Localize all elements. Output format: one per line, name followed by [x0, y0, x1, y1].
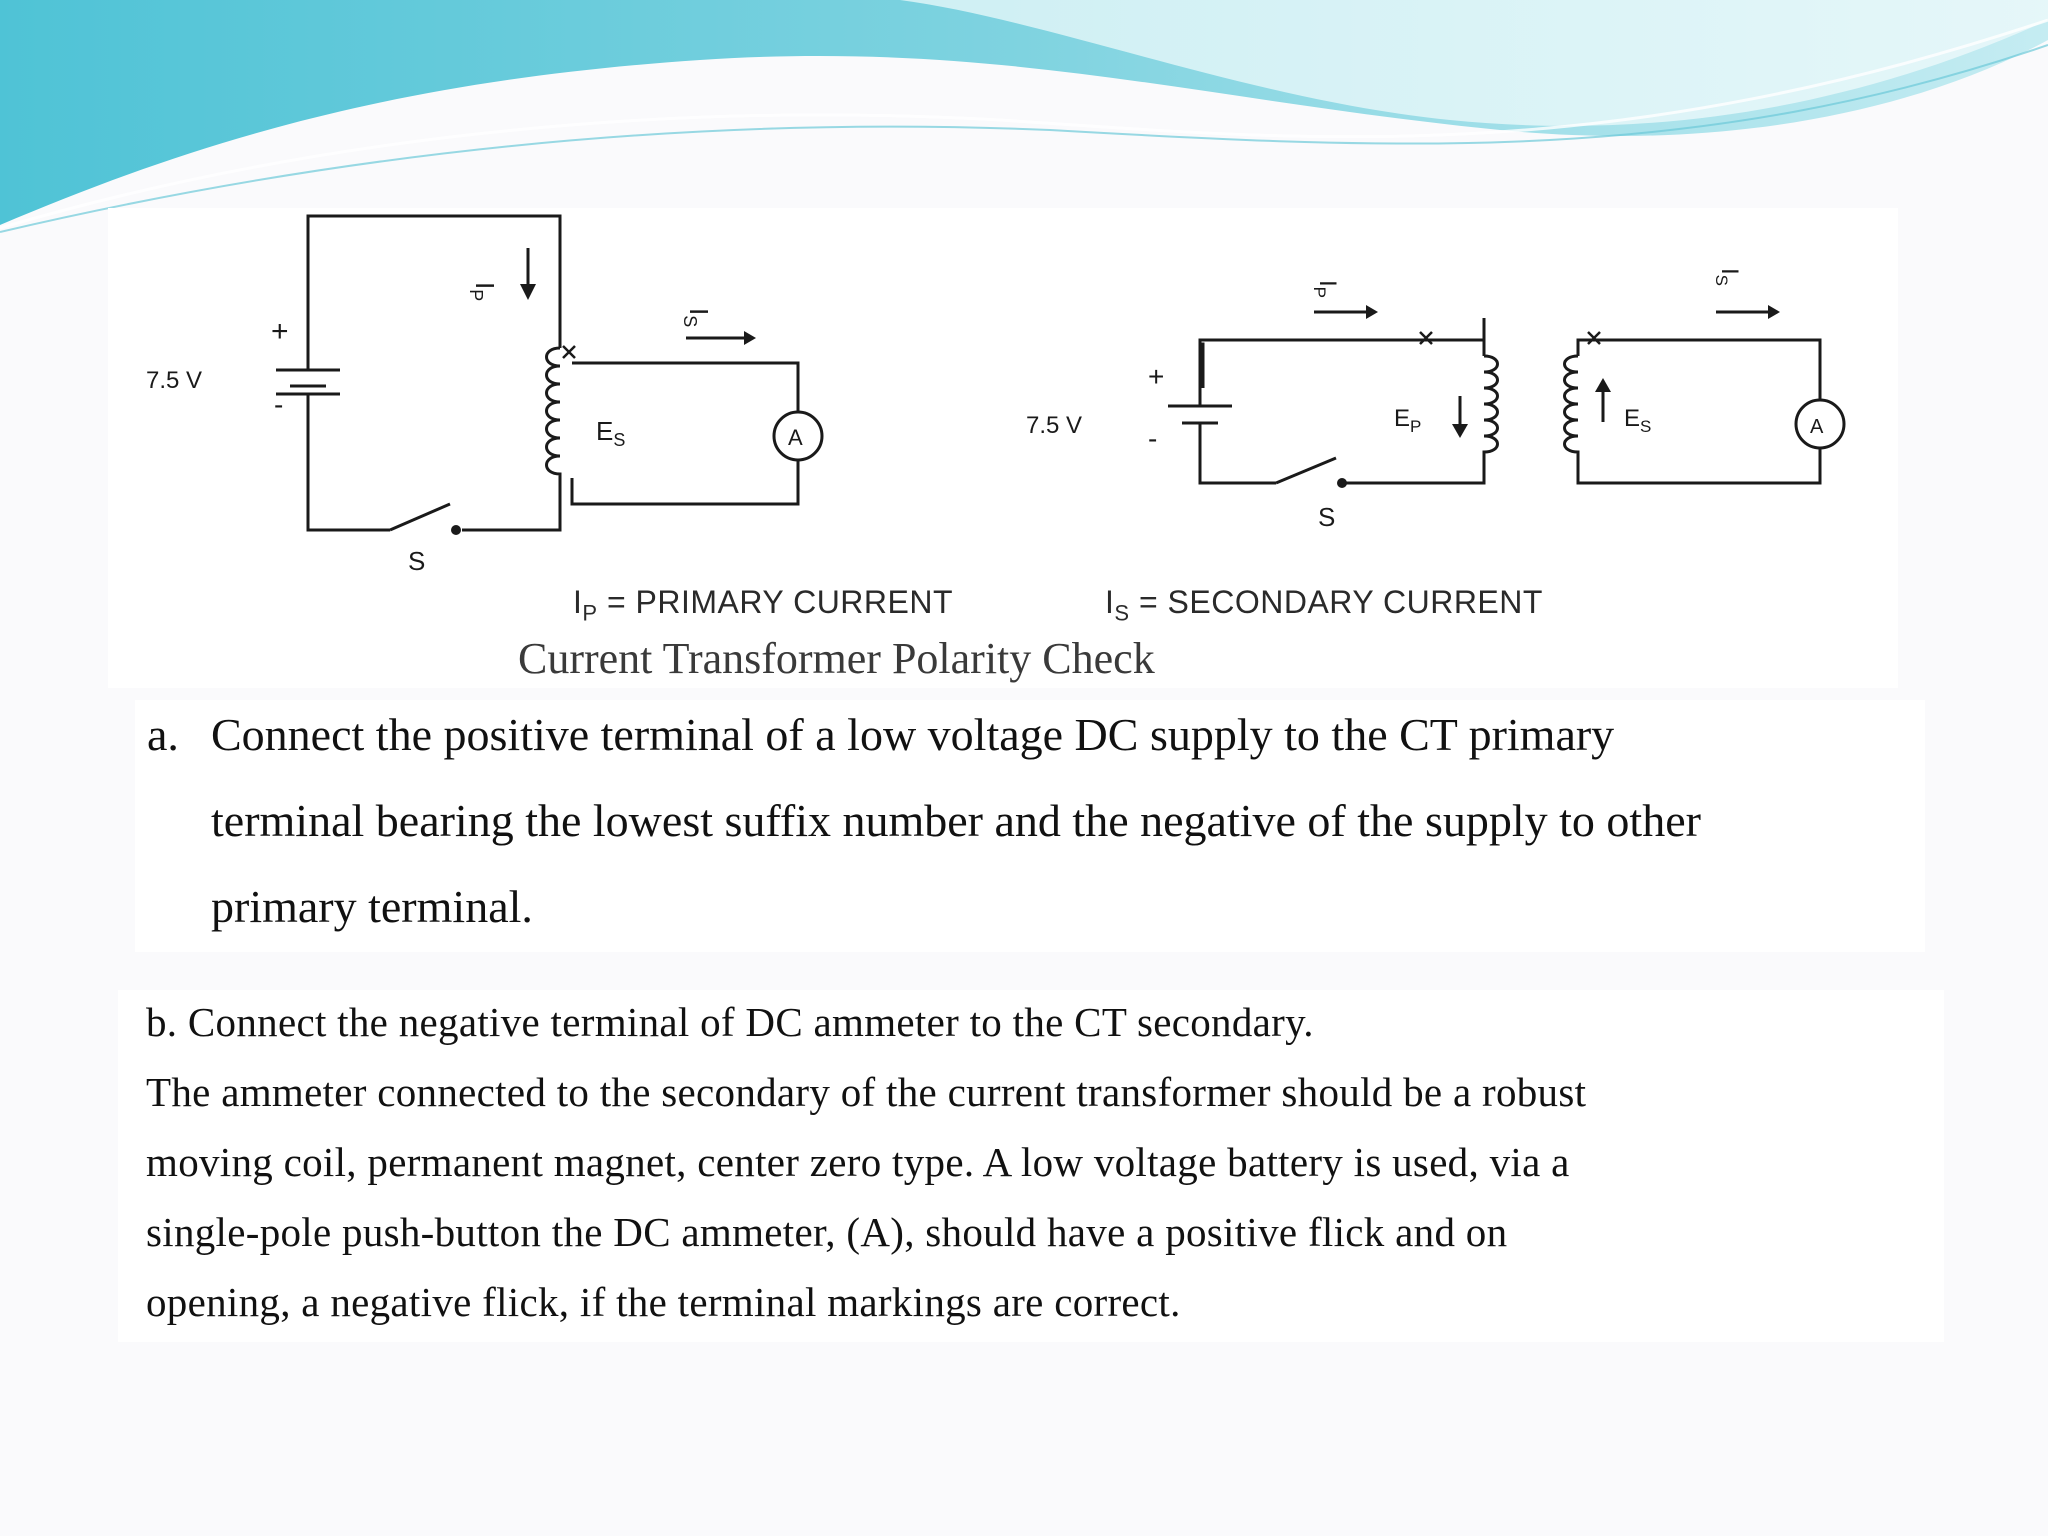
left-is-symbol: $I_S$ — [680, 308, 714, 328]
step-a-line-3: primary terminal. — [211, 881, 533, 932]
left-es-symbol: $E_S$ — [596, 416, 626, 450]
right-ammeter-label: A — [1810, 416, 1824, 438]
left-minus-sign: - — [274, 389, 284, 420]
legend-primary-symbol: I — [573, 584, 583, 620]
legend-primary-text: = PRIMARY CURRENT — [597, 584, 954, 620]
right-primary-wire-lower — [1200, 423, 1276, 483]
step-a-line-2: terminal bearing the lowest suffix number and the negative of the supply to other — [211, 795, 1701, 846]
legend-secondary-symbol: I — [1105, 584, 1115, 620]
right-ip-symbol: $I_P$ — [1310, 280, 1341, 299]
left-coil — [547, 348, 561, 488]
header-wave-decoration — [0, 0, 2048, 240]
step-b-line-3: moving coil, permanent magnet, center zero type. A low voltage battery is used, via a — [146, 1139, 1570, 1185]
ct-polarity-diagram — [108, 208, 1898, 688]
right-switch-blade — [1276, 458, 1336, 483]
left-switch-blade — [390, 504, 450, 530]
step-b-line-1: b. Connect the negative terminal of DC ammeter to the CT secondary. — [146, 999, 1314, 1045]
right-secondary-wire-lower — [1578, 448, 1820, 483]
step-a-block — [135, 700, 1925, 952]
left-secondary-wire — [572, 363, 798, 412]
right-plus-sign: + — [1148, 361, 1165, 392]
left-plus-sign: + — [271, 315, 289, 348]
right-minus-sign: - — [1148, 423, 1158, 454]
right-primary-wire — [1200, 318, 1484, 406]
right-circuit — [1026, 268, 1844, 532]
left-ip-symbol: $I_P$ — [466, 282, 500, 302]
step-b-block — [118, 990, 1944, 1342]
left-circuit — [146, 216, 822, 576]
circuit-figure — [108, 208, 1898, 688]
left-polarity-mark — [563, 346, 575, 358]
right-ep-arrow-head — [1452, 424, 1468, 438]
right-primary-coil — [1484, 356, 1498, 474]
right-es-symbol: $E_S$ — [1624, 405, 1652, 436]
right-ep-symbol: $E_P$ — [1394, 405, 1422, 436]
legend-secondary-sub: S — [1114, 600, 1130, 626]
right-es-arrow-head — [1595, 378, 1611, 392]
right-switch-label: S — [1318, 502, 1336, 532]
legend-primary-current — [573, 584, 953, 626]
right-secondary-polarity-mark — [1588, 332, 1600, 344]
left-secondary-wire-lower — [572, 460, 798, 504]
step-b-line-5: opening, a negative flick, if the terminal markings are correct. — [146, 1279, 1181, 1325]
left-ip-arrow-head — [520, 284, 536, 300]
right-primary-wire-return — [1346, 470, 1484, 483]
legend-primary-sub: P — [582, 600, 598, 626]
right-secondary-wire — [1578, 340, 1820, 400]
left-primary-wire-lower — [462, 488, 560, 530]
left-ammeter-label: A — [788, 425, 803, 450]
right-switch-contact — [1337, 478, 1347, 488]
step-a-marker: a. — [147, 709, 179, 760]
left-voltage-label: 7.5 V — [146, 367, 203, 394]
step-b-line-2: The ammeter connected to the secondary of the current transformer should be a robust — [146, 1069, 1587, 1115]
legend-secondary-current — [1105, 584, 1543, 626]
step-a-line-1: Connect the positive terminal of a low voltage DC supply to the CT primary — [211, 709, 1615, 760]
left-switch-label: S — [408, 546, 426, 576]
figure-caption: Current Transformer Polarity Check — [518, 634, 1155, 683]
left-is-arrow-head — [744, 331, 756, 345]
right-is-arrow-head — [1768, 305, 1780, 319]
left-primary-wire — [308, 216, 560, 370]
right-is-symbol: $I_S$ — [1712, 268, 1743, 287]
right-ip-arrow-head — [1366, 305, 1378, 319]
right-primary-polarity-mark — [1420, 332, 1432, 344]
legend-secondary-text: = SECONDARY CURRENT — [1129, 584, 1543, 620]
step-b-line-4: single-pole push-button the DC ammeter, (A), should have a positive flick and on — [146, 1209, 1508, 1255]
left-battery-wire-lower — [308, 393, 390, 530]
right-voltage-label: 7.5 V — [1026, 412, 1083, 439]
right-secondary-coil — [1565, 356, 1579, 474]
left-switch-contact — [451, 525, 461, 535]
